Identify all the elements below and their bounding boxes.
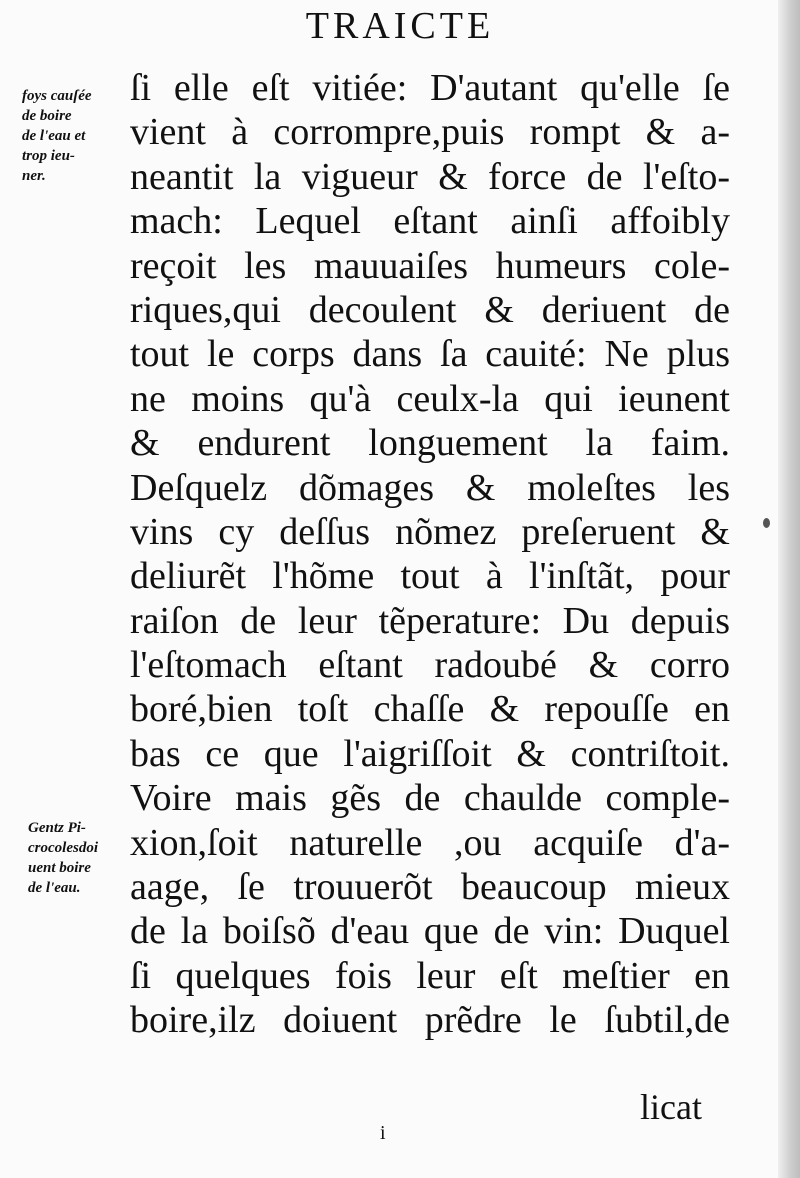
text-line: de la boiſsõ d'eau que de vin: Duquel [130, 910, 730, 953]
text-line: tout le corps dans ſa cauité: Ne plus [130, 333, 730, 376]
signature-mark: i [380, 1122, 386, 1144]
text-line: & endurent longuement la faim. [130, 422, 730, 465]
text-line: riques,qui decoulent & deriuent de [130, 288, 730, 331]
text-line: Voire mais gẽs de chaulde comple- [130, 777, 730, 820]
text-line: reçoit les mauuaiſes humeurs cole- [130, 244, 730, 287]
text-line: l'eſtomach eſtant radoubé & corro [130, 644, 730, 687]
text-line: raiſon de leur tẽperature: Du depuis [130, 599, 730, 642]
margin-note-line: de boire [22, 108, 72, 124]
text-line: boire,ilz doiuent prẽdre le ſubtil,de [130, 999, 730, 1042]
text-line: ſi elle eſt vitiée: D'autant qu'elle ſe [130, 67, 730, 109]
margin-note-line: de l'eau et [22, 128, 86, 144]
page-gutter-edge [778, 0, 800, 1178]
margin-note-line: Gentz Pi- [28, 820, 86, 836]
ink-spot [763, 518, 770, 528]
text-line: boré,bien toſt chaſſe & repouſſe en [130, 688, 730, 731]
text-line: xion,ſoit naturelle ,ou acquiſe d'a- [130, 821, 730, 864]
margin-note-1 [22, 86, 132, 186]
catchword: licat [640, 1087, 702, 1127]
margin-note-line: trop ieu- [22, 148, 75, 164]
margin-note-line: uent boire [28, 860, 91, 876]
text-line: neantit la vigueur & force de l'eſto- [130, 155, 730, 198]
running-head: TRAICTE [305, 5, 495, 47]
text-line: mach: Lequel eſtant ainſi affoibly [130, 200, 730, 243]
margin-note-line: de l'eau. [28, 880, 81, 896]
margin-note-line: foys cauſée [22, 88, 92, 104]
text-line: Deſquelz dõmages & moleſtes les [130, 466, 730, 509]
text-line: ne moins qu'à ceulx-la qui ieunent [130, 377, 730, 420]
text-line: vient à corrompre,puis rompt & a- [130, 111, 730, 154]
text-line: ſi quelques fois leur eſt meſtier en [130, 954, 730, 997]
margin-note-2 [28, 818, 128, 898]
margin-note-line: crocolesdoi [28, 840, 98, 856]
text-line: bas ce que l'aigriſſoit & contriſtoit. [130, 732, 730, 775]
body-text [130, 66, 730, 1043]
text-line: deliurẽt l'hõme tout à l'inſtãt, pour [130, 555, 730, 598]
text-line: vins cy deſſus nõmez preſeruent & [130, 510, 730, 553]
margin-note-line: ner. [22, 168, 46, 184]
text-line: aage, ſe trouuerõt beaucoup mieux [130, 866, 730, 909]
